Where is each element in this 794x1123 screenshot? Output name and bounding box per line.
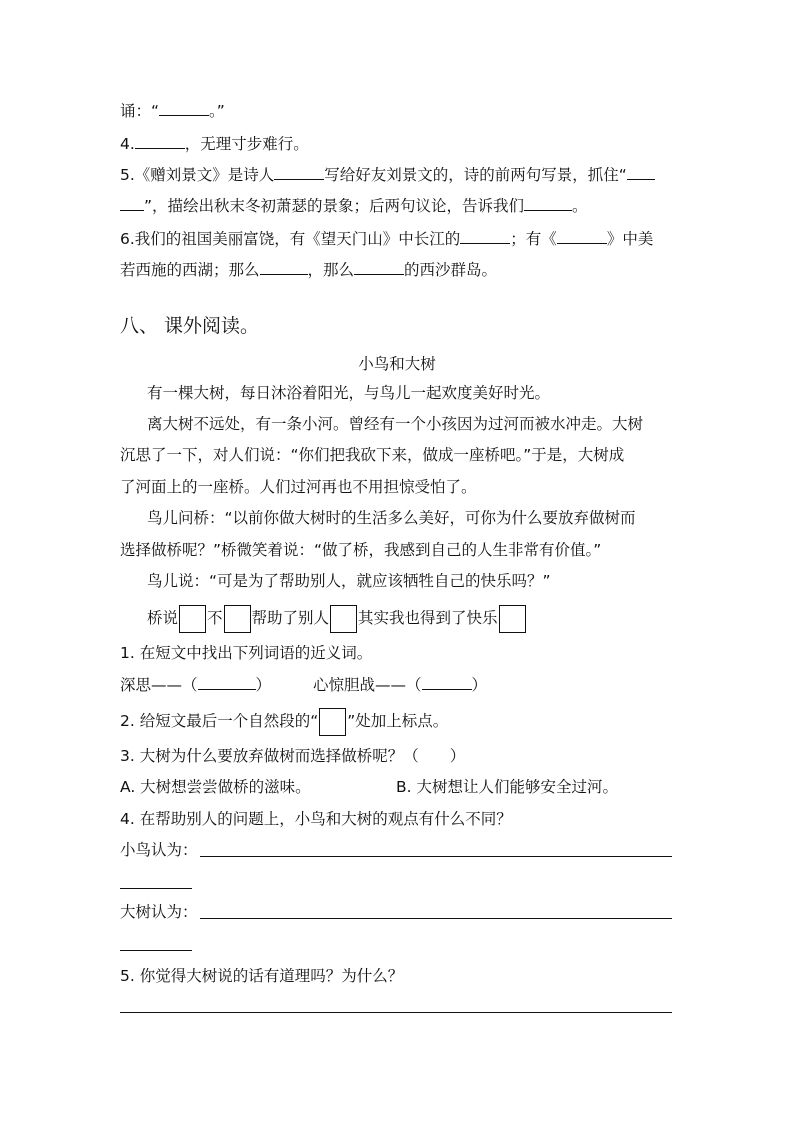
sentence-part: 不 [207,609,223,627]
question-1: 1. 在短文中找出下列词语的近义词。 [120,644,373,662]
passage-paragraph-3-line-1: 鸟儿问桥：“以前你做大树时的生活多么美好，可你为什么要放弃做树而 [147,509,636,527]
question-2 [120,707,448,736]
question-3-option-a[interactable]: A. 大树想尝尝做桥的滋味。 [120,778,311,796]
passage-paragraph-2-line-3: 了河面上的一座桥。人们过河再也不用担惊受怕了。 [120,478,477,496]
line-text: ，那么 [307,261,355,279]
punctuation-box[interactable] [330,605,357,633]
poem-recite-line [120,100,225,121]
answer-blank[interactable] [274,164,324,180]
answer-line[interactable] [120,888,192,889]
sentence-part: 帮助了别人 [251,609,330,627]
question-3-option-b[interactable]: B. 大树想让人们能够安全过河。 [396,778,618,796]
question-6-line-a [120,228,653,249]
question-5-line-a [120,164,655,185]
question-5-line-b [120,195,588,216]
passage-paragraph-1: 有一棵大树，每日沐浴着阳光，与鸟儿一起欢度美好时光。 [147,384,551,402]
answer-blank[interactable] [198,674,256,690]
punctuation-box[interactable] [179,605,206,633]
passage-paragraph-2-line-2: 沉思了一下，对人们说：“你们把我砍下来，做成一座桥吧。”于是，大树成 [120,446,625,464]
answer-blank[interactable] [159,100,209,116]
line-text: 写给好友刘景文的，诗的前两句写景，抓住“ [324,166,627,184]
answer-line[interactable] [200,918,672,919]
line-text: 的西沙群岛。 [404,261,498,279]
passage-paragraph-5 [147,604,527,633]
answer-blank[interactable] [354,259,404,275]
answer-blank[interactable] [460,228,510,244]
question-number: 4. [120,135,135,153]
bracket: ） [255,676,272,694]
answer-blank[interactable] [120,195,144,211]
answer-blank[interactable] [135,133,185,149]
question-6-line-b [120,259,497,280]
punctuation-box [319,708,346,736]
question-text: 2. 给短文最后一个自然段的“ [120,712,319,730]
answer-line[interactable] [120,1012,672,1013]
line-text: 》中美 [606,230,654,248]
question-3: 3. 大树为什么要放弃做树而选择做桥呢？（ ） [120,747,466,765]
line-text: 。” [209,102,225,120]
section-heading: 八、 课外阅读。 [120,315,260,337]
sentence-part: 其实我也得到了快乐 [358,609,498,627]
answer-blank[interactable] [422,674,472,690]
line-text: 若西施的西湖；那么 [120,261,260,279]
passage-paragraph-3-line-2: 选择做桥呢？”桥微笑着说：“做了桥，我感到自己的人生非常有价值。” [120,541,602,559]
line-text: 6.我们的祖国美丽富饶，有《望天门山》中长江的 [120,230,461,248]
word-prompt: 心惊胆战——（ [313,676,422,694]
line-text: 诵：“ [120,102,160,120]
line-text: ；有《 [510,230,557,248]
bracket: ） [471,676,488,694]
question-text: ”处加上标点。 [347,712,449,730]
question-1-answers [120,674,271,695]
question-4-bird-label: 小鸟认为： [120,841,198,859]
answer-blank[interactable] [627,164,655,180]
answer-blank[interactable] [557,228,607,244]
answer-blank[interactable] [260,259,308,275]
passage-title: 小鸟和大树 [358,355,436,373]
sentence-part: 桥说 [147,609,179,627]
question-4-line [120,133,309,154]
punctuation-box[interactable] [499,605,526,633]
question-4: 4. 在帮助别人的问题上，小鸟和大树的观点有什么不同？ [120,810,512,828]
question-5: 5. 你觉得大树说的话有道理吗？为什么？ [120,967,404,985]
answer-line[interactable] [120,950,192,951]
question-4-tree-label: 大树认为： [120,903,198,921]
answer-line[interactable] [200,856,672,857]
line-text: ”，描绘出秋末冬初萧瑟的景象；后两句议论，告诉我们 [144,197,525,215]
punctuation-box[interactable] [224,605,251,633]
answer-blank[interactable] [524,195,572,211]
line-text: 。 [572,197,588,215]
passage-paragraph-2-line-1: 离大树不远处，有一条小河。曾经有一个小孩因为过河而被水冲走。大树 [147,415,644,433]
passage-paragraph-4: 鸟儿说：“可是为了帮助别人，就应该牺牲自己的快乐吗？” [147,572,551,590]
line-text: ，无理寸步难行。 [184,135,309,153]
question-1-answers-b [313,674,487,695]
word-prompt: 深思——（ [120,676,198,694]
line-text: 5.《赠刘景文》是诗人 [120,166,275,184]
